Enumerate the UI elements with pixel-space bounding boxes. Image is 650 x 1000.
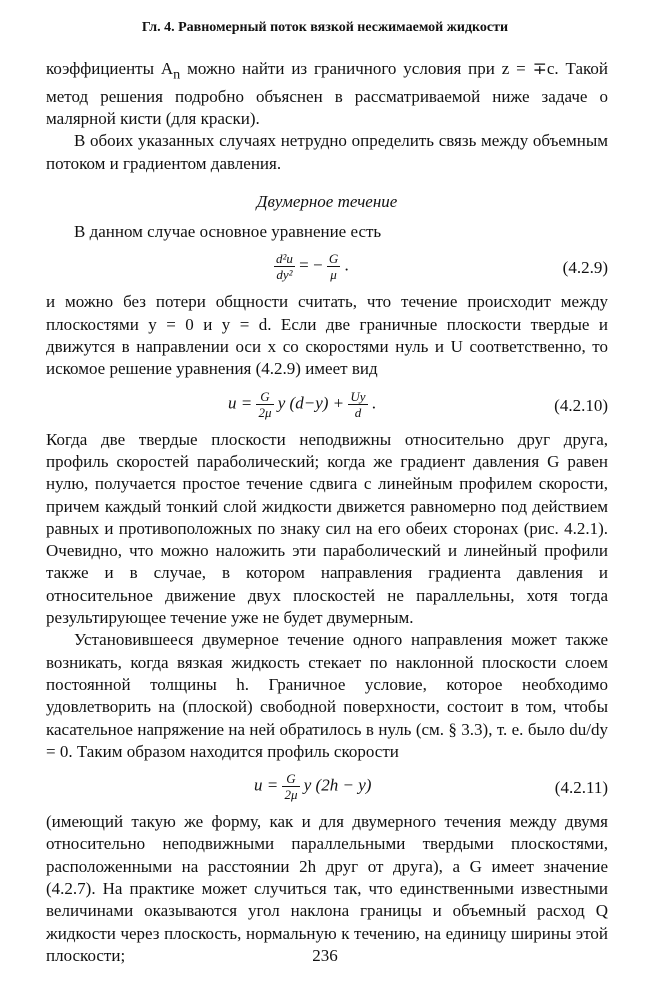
subscript-n: n — [173, 66, 181, 83]
fraction-g-2mu: $\frac{G}{2\mu}$ — [284, 771, 298, 803]
paragraph-3: В данном случае основное уравнение есть — [74, 222, 382, 242]
equation-number: (4.2.9) — [562, 258, 608, 278]
fraction-rhs: $\frac{G}{\mu}$ — [328, 251, 339, 283]
paragraph-2: В обоих указанных случаях нетрудно определить связь между объемным потоком и градиентом давления. — [46, 131, 608, 173]
paragraph-7: (имеющий такую же форму, как и для двумерного течения между двумя относительно неподвижными параллельными твердыми плоскостями, расположенными на расстоянии 2h друг от друга), а G имеет значение (4.2.7). На практике может случиться так, что единственными известными величинами оказываются угол наклона границы и объемный расход Q жидкости через плоскость, нормальную к течению, на единицу ширины этой плоскости; — [46, 812, 608, 965]
running-header: Гл. 4. Равномерный поток вязкой несжимаемой жидкости — [141, 20, 509, 35]
paragraph-1 — [46, 58, 608, 130]
fraction-lhs: $\frac{\text{d²u}}{\text{dy²}}$ — [276, 251, 293, 283]
equation-body: u = $\frac{G}{2\mu}$ y (d−y) + $\frac{Uy}{d}$ . — [228, 388, 377, 420]
fraction-g-2mu: $\frac{G}{2\mu}$ — [258, 388, 272, 420]
equation-number: (4.2.10) — [554, 395, 608, 415]
equation-4-2-10 — [46, 383, 608, 427]
equation-4-2-11 — [46, 765, 608, 809]
paragraph-5: Когда две твердые плоскости неподвижны относительно друг друга, профиль скоростей параболический; когда же градиент давления G равен нулю, получается простое течение сдвига с линейным профилем скорости, причем каждый тонкий слой жидкости движется равномерно под действием равных и противоположных по знаку сил на его обеих сторонах (рис. 4.2.1). Очевидно, что можно наложить эти параболический и линейный профили также и в случае, в котором направления градиента давления и относительное движение двух плоскостей не параллельны, хотя тогда результирующее течение уже не будет двумерным. — [46, 429, 608, 628]
equation-4-2-9 — [46, 245, 608, 289]
equation-body: u = $\frac{G}{2\mu}$ y (2h − y) — [254, 771, 372, 803]
page-number: 236 — [312, 946, 338, 965]
equation-number: (4.2.11) — [554, 778, 608, 798]
equation-body: $\frac{\text{d²u}}{\text{dy²}}$ = − $\frac{G}{\mu}$ . — [276, 251, 349, 283]
fraction-uy-d: $\frac{Uy}{d}$ — [350, 388, 366, 420]
body-text — [46, 58, 608, 967]
paragraph-1-rest: можно найти из граничного условия при z = ∓c. Такой метод решения подробно объяснен в рассматриваемой ниже задаче о малярной кисти (для краски). — [46, 59, 608, 128]
paragraph-1-text: коэффициенты A — [46, 59, 174, 78]
paragraph-6: Установившееся двумерное течение одного направления может также возникать, когда вязкая жидкость стекает по наклонной плоскости слоем постоянной толщины h. Граничное условие, которое необходимо удовлетворить на (плоской) свободной поверхности, состоит в том, чтобы касательное напряжение на ней обратилось в нуль (см. § 3.3), т. е. было du/dy = 0. Таким образом находится профиль скорости — [46, 630, 608, 761]
paragraph-4: и можно без потери общности считать, что течение происходит между плоскостями y = 0 и y = d. Если две граничные плоскости твердые и движутся в направлении оси x со скоростями нуль и U соответственно, то искомое решение уравнения (4.2.9) имеет вид — [46, 292, 608, 379]
subsection-title: Двумерное течение — [256, 191, 398, 211]
